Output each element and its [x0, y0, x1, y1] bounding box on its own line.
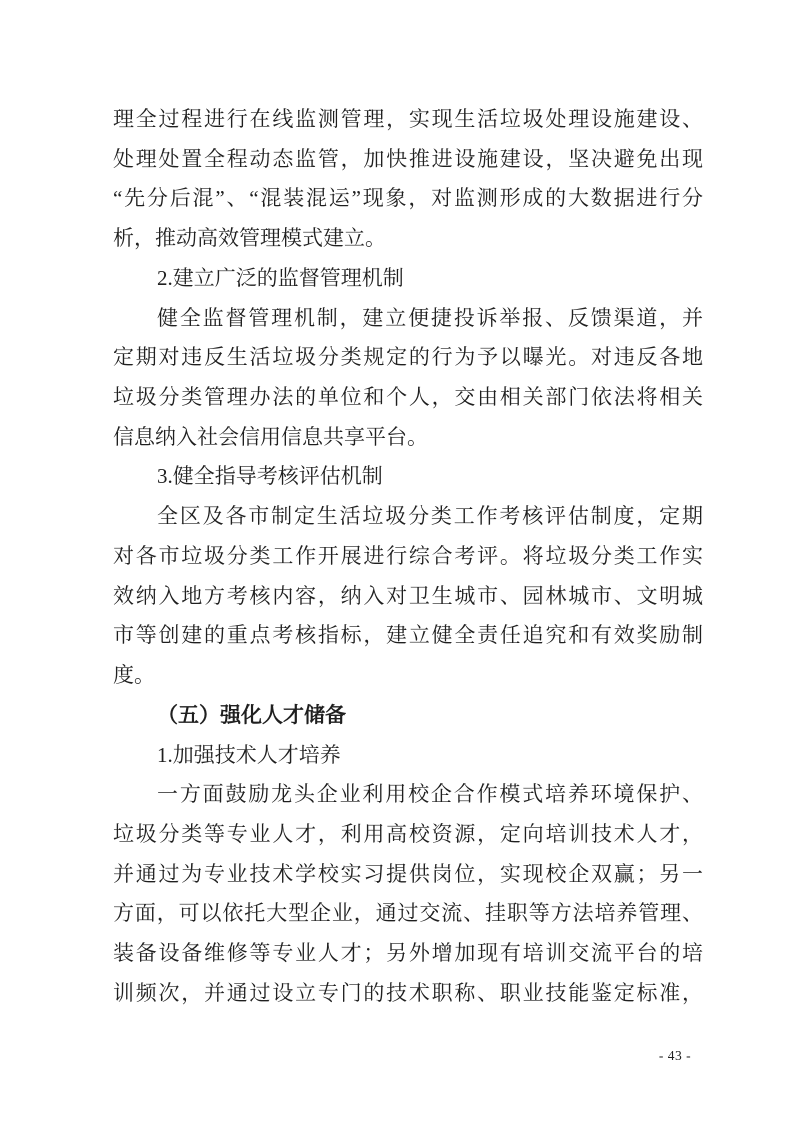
text-line: 度。: [113, 663, 155, 688]
text-line: 理全过程进行在线监测管理，实现生活垃圾处理设施建设、: [113, 107, 703, 131]
text-line: 并通过为专业技术学校实习提供岗位，实现校企双赢；另一: [113, 861, 703, 886]
text-line: 析，推动高效管理模式建立。: [113, 226, 386, 251]
section-heading-line: （五）强化人才储备: [157, 702, 346, 727]
text-line: 垃圾分类管理办法的单位和个人，交由相关部门依法将相关: [113, 385, 703, 410]
document-text-area: [113, 100, 703, 1014]
text-line: 一方面鼓励龙头企业利用校企合作模式培养环境保护、: [157, 782, 703, 807]
text-line: 处理处置全程动态监管，加快推进设施建设，坚决避免出现: [113, 146, 703, 171]
text-line: 训频次，并通过设立专门的技术职称、职业技能鉴定标准，: [113, 980, 703, 1005]
text-line: 健全监督管理机制，建立便捷投诉举报、反馈渠道，并: [157, 305, 703, 330]
text-line: 1.加强技术人才培养: [157, 742, 341, 767]
text-line: 方面，可以依托大型企业，通过交流、挂职等方法培养管理、: [113, 901, 703, 926]
text-line: 2.建立广泛的监督管理机制: [157, 265, 404, 290]
text-line: 市等创建的重点考核指标，建立健全责任追究和有效奖励制: [113, 623, 703, 648]
text-line: “先分后混”、“混装混运”现象，对监测形成的大数据进行分: [113, 186, 703, 211]
text-line: 装备设备维修等专业人才；另外增加现有培训交流平台的培: [113, 941, 703, 966]
text-line: 全区及各市制定生活垃圾分类工作考核评估制度，定期: [157, 504, 703, 529]
text-line: 定期对违反生活垃圾分类规定的行为予以曝光。对违反各地: [113, 345, 703, 370]
page-number: - 43 -: [658, 1048, 692, 1063]
text-line: 垃圾分类等专业人才，利用高校资源，定向培训技术人才，: [113, 821, 703, 846]
text-line: 信息纳入社会信用信息共享平台。: [113, 424, 428, 449]
text-line: 对各市垃圾分类工作开展进行综合考评。将垃圾分类工作实: [113, 543, 703, 568]
text-line: 3.健全指导考核评估机制: [157, 464, 383, 489]
text-line: 效纳入地方考核内容，纳入对卫生城市、园林城市、文明城: [113, 583, 703, 608]
